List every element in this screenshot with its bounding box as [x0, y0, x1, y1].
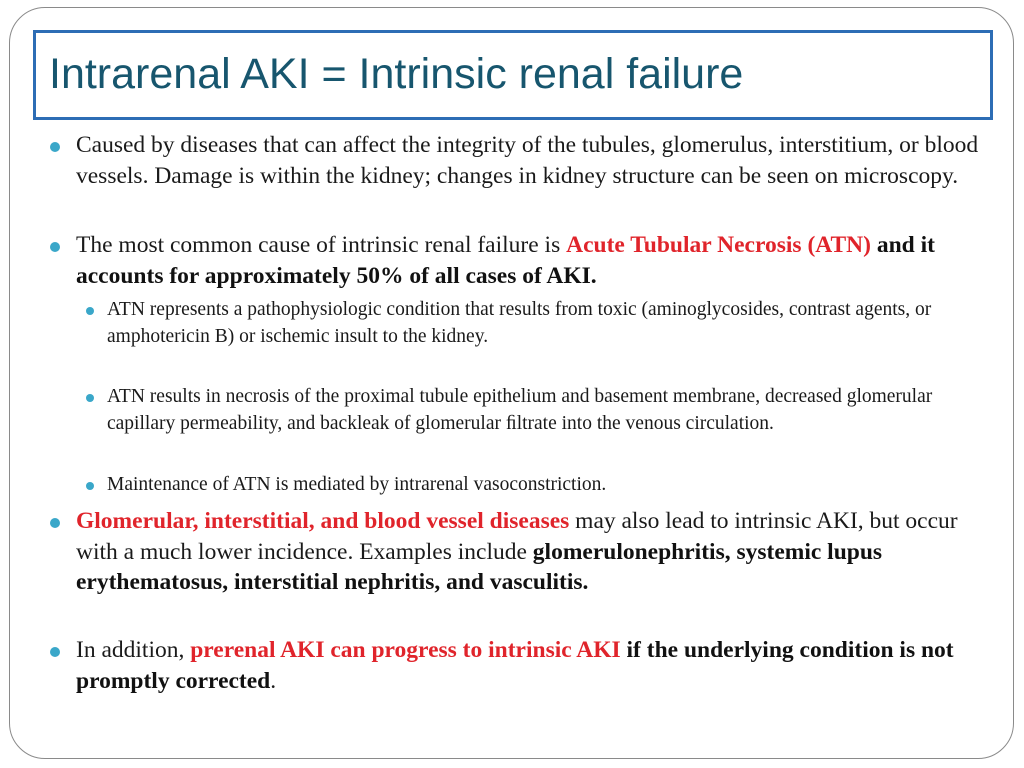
bold-statistic: and it accounts for approximately 50% of all cases of AKI. [76, 232, 935, 289]
slide-title: Intrarenal AKI = Intrinsic renal failure [49, 50, 744, 98]
bullet-text: may also lead to intrinsic AKI, but occur with a much lower incidence. Examples include [76, 508, 958, 565]
bold-examples: glomerulonephritis, systemic lupus erythematosus, interstitial nephritis, and vasculitis. [76, 538, 883, 595]
bullet-text: In addition, [76, 637, 191, 663]
highlight-progression: prerenal AKI can progress to intrinsic AKI [190, 637, 621, 663]
highlight-atn: Acute Tubular Necrosis (ATN) [566, 232, 871, 258]
bullet-item-other-diseases [76, 506, 981, 598]
bullet-text: Caused by diseases that can affect the integrity of the tubules, glomerulus, interstitium, or blood vessels. Damage is within the kidney; changes in kidney structure can be seen on microscopy. [76, 132, 979, 189]
bullet-dot-icon [50, 242, 60, 252]
title-box [33, 30, 993, 120]
highlight-diseases: Glomerular, interstitial, and blood vessel diseases [76, 508, 570, 534]
bullet-dot-icon [50, 142, 60, 152]
bullet-dot-icon [50, 518, 60, 528]
bullet-item-atn [76, 230, 981, 291]
bullet-dot-icon [86, 394, 94, 402]
sub-bullet-text: ATN represents a pathophysiologic condition that results from toxic (aminoglycosides, contrast agents, or amphotericin B) or ischemic insult to the kidney. [107, 299, 932, 347]
bullet-item-causes [76, 130, 981, 191]
sub-bullet-text: Maintenance of ATN is mediated by intrarenal vasoconstriction. [107, 474, 607, 495]
bullet-dot-icon [86, 482, 94, 490]
bullet-text: The most common cause of intrinsic renal failure is [76, 232, 567, 258]
bullet-dot-icon [50, 647, 60, 657]
sub-bullet-item-definition [107, 297, 987, 350]
bullet-dot-icon [86, 307, 94, 315]
bullet-text-end: . [270, 667, 277, 694]
bullet-item-progression [76, 635, 981, 696]
sub-bullet-item-maintenance [107, 472, 987, 499]
sub-bullet-item-necrosis [107, 384, 987, 437]
bold-condition: if the underlying condition is not promptly corrected [76, 637, 954, 694]
sub-bullet-text: ATN results in necrosis of the proximal tubule epithelium and basement membrane, decreased glomerular capillary permeability, and backleak of glomerular ﬁltrate into the venous circulation. [107, 386, 933, 434]
